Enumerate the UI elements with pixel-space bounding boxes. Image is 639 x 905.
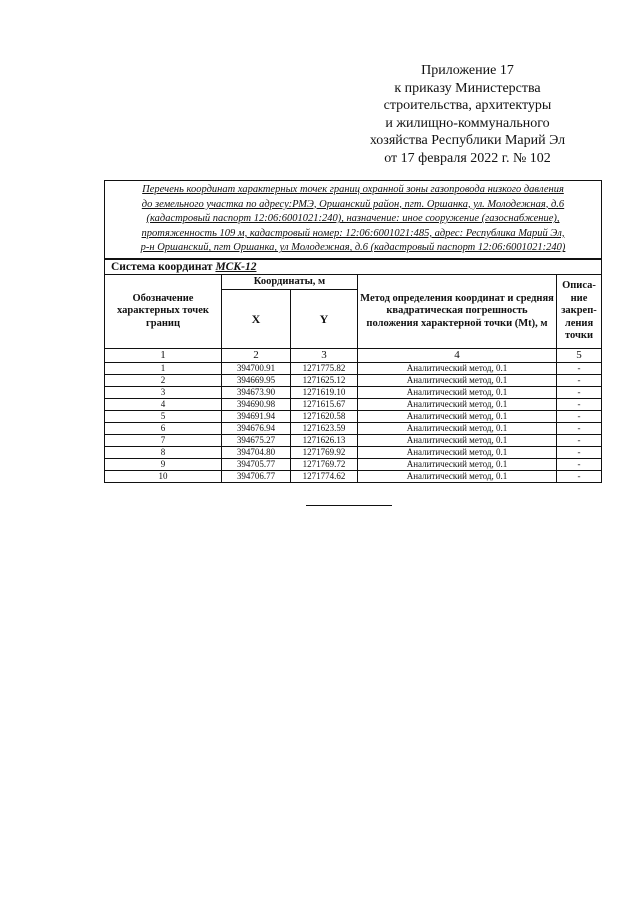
coord-x: 394690.98 bbox=[222, 398, 291, 410]
method-cell: Аналитический метод, 0.1 bbox=[358, 386, 557, 398]
coord-y: 1271623.59 bbox=[291, 422, 358, 434]
coord-y: 1271625.12 bbox=[291, 374, 358, 386]
coordinate-system-value: МСК-12 bbox=[215, 260, 257, 273]
description-cell: - bbox=[557, 362, 602, 374]
point-number: 1 bbox=[105, 362, 222, 374]
description-cell: - bbox=[557, 434, 602, 446]
coord-x: 394704.80 bbox=[222, 446, 291, 458]
description-cell: - bbox=[557, 422, 602, 434]
appendix-line: Приложение 17 bbox=[421, 63, 514, 78]
method-cell: Аналитический метод, 0.1 bbox=[358, 434, 557, 446]
coordinate-system bbox=[105, 259, 602, 275]
description-cell: - bbox=[557, 398, 602, 410]
table-description bbox=[105, 181, 602, 259]
table-row bbox=[105, 458, 602, 470]
point-number: 10 bbox=[105, 470, 222, 482]
method-cell: Аналитический метод, 0.1 bbox=[358, 458, 557, 470]
description-cell: - bbox=[557, 458, 602, 470]
coord-y: 1271769.72 bbox=[291, 458, 358, 470]
appendix-line: и жилищно-коммунального bbox=[385, 115, 550, 131]
table-row bbox=[105, 434, 602, 446]
coordinate-system-label: Система координат bbox=[111, 260, 213, 273]
method-cell: Аналитический метод, 0.1 bbox=[358, 422, 557, 434]
method-cell: Аналитический метод, 0.1 bbox=[358, 470, 557, 482]
description-cell: - bbox=[557, 374, 602, 386]
description-cell: - bbox=[557, 410, 602, 422]
method-cell: Аналитический метод, 0.1 bbox=[358, 374, 557, 386]
header-coordinates: Координаты, м bbox=[222, 274, 358, 289]
point-number: 2 bbox=[105, 374, 222, 386]
table-row bbox=[105, 470, 602, 482]
coord-y: 1271619.10 bbox=[291, 386, 358, 398]
coord-x: 394691.94 bbox=[222, 410, 291, 422]
column-number: 3 bbox=[291, 348, 358, 362]
point-number: 7 bbox=[105, 434, 222, 446]
table-row bbox=[105, 410, 602, 422]
header-point: Обозначение характерных точек границ bbox=[105, 274, 222, 348]
header-method: Метод определения координат и средняя квадратическая погрешность положения характерной точки (Mt), м bbox=[358, 274, 557, 348]
coord-y: 1271615.67 bbox=[291, 398, 358, 410]
point-number: 9 bbox=[105, 458, 222, 470]
method-cell: Аналитический метод, 0.1 bbox=[358, 410, 557, 422]
appendix-header bbox=[345, 62, 590, 167]
signature-line bbox=[306, 505, 392, 506]
point-number: 4 bbox=[105, 398, 222, 410]
description-line: до земельного участка по адресу:РМЭ, Оршанский район, пгт. Оршанка, ул. Молодежная, д.6 bbox=[141, 198, 565, 210]
description-cell: - bbox=[557, 446, 602, 458]
appendix-line: от 17 февраля 2022 г. № 102 bbox=[384, 150, 551, 166]
description-line: Перечень координат характерных точек границ охранной зоны газопровода низкого давления bbox=[142, 184, 564, 195]
coord-x: 394673.90 bbox=[222, 386, 291, 398]
table-row bbox=[105, 362, 602, 374]
coord-x: 394705.77 bbox=[222, 458, 291, 470]
column-number: 4 bbox=[358, 348, 557, 362]
method-cell: Аналитический метод, 0.1 bbox=[358, 398, 557, 410]
table-row bbox=[105, 398, 602, 410]
coord-y: 1271774.62 bbox=[291, 470, 358, 482]
point-number: 3 bbox=[105, 386, 222, 398]
header-y: Y bbox=[291, 289, 358, 348]
coord-x: 394676.94 bbox=[222, 422, 291, 434]
point-number: 6 bbox=[105, 422, 222, 434]
table-row bbox=[105, 446, 602, 458]
table-row bbox=[105, 386, 602, 398]
coord-y: 1271626.13 bbox=[291, 434, 358, 446]
coord-y: 1271620.58 bbox=[291, 410, 358, 422]
column-number: 5 bbox=[557, 348, 602, 362]
column-number: 2 bbox=[222, 348, 291, 362]
description-cell: - bbox=[557, 470, 602, 482]
header-x: X bbox=[222, 289, 291, 348]
appendix-line: строительства, архитектуры bbox=[383, 98, 552, 113]
description-cell: - bbox=[557, 386, 602, 398]
header-description: Описа-ние закреп-ления точки bbox=[557, 274, 602, 348]
method-cell: Аналитический метод, 0.1 bbox=[358, 362, 557, 374]
appendix-line: к приказу Министерства bbox=[394, 80, 541, 96]
coord-y: 1271775.82 bbox=[291, 362, 358, 374]
point-number: 5 bbox=[105, 410, 222, 422]
coord-x: 394675.27 bbox=[222, 434, 291, 446]
description-line: протяженность 109 м, кадастровый номер: 12:06:6001021:485, адрес: Республика Марий Эл, bbox=[141, 227, 565, 239]
table-row bbox=[105, 374, 602, 386]
point-number: 8 bbox=[105, 446, 222, 458]
table-row bbox=[105, 422, 602, 434]
coordinates-table bbox=[104, 180, 602, 483]
coord-y: 1271769.92 bbox=[291, 446, 358, 458]
coord-x: 394700.91 bbox=[222, 362, 291, 374]
description-line: р-н Оршанский, пгт Оршанка, ул Молодежная, д.6 (кадастровый паспорт 12:06:6001021:240) bbox=[140, 242, 566, 254]
description-line: (кадастровый паспорт 12:06:6001021:240), назначение: иное сооружение (газоснабжение), bbox=[146, 213, 560, 225]
method-cell: Аналитический метод, 0.1 bbox=[358, 446, 557, 458]
column-number: 1 bbox=[105, 348, 222, 362]
appendix-line: хозяйства Республики Марий Эл bbox=[369, 133, 566, 148]
coord-x: 394669.95 bbox=[222, 374, 291, 386]
coord-x: 394706.77 bbox=[222, 470, 291, 482]
